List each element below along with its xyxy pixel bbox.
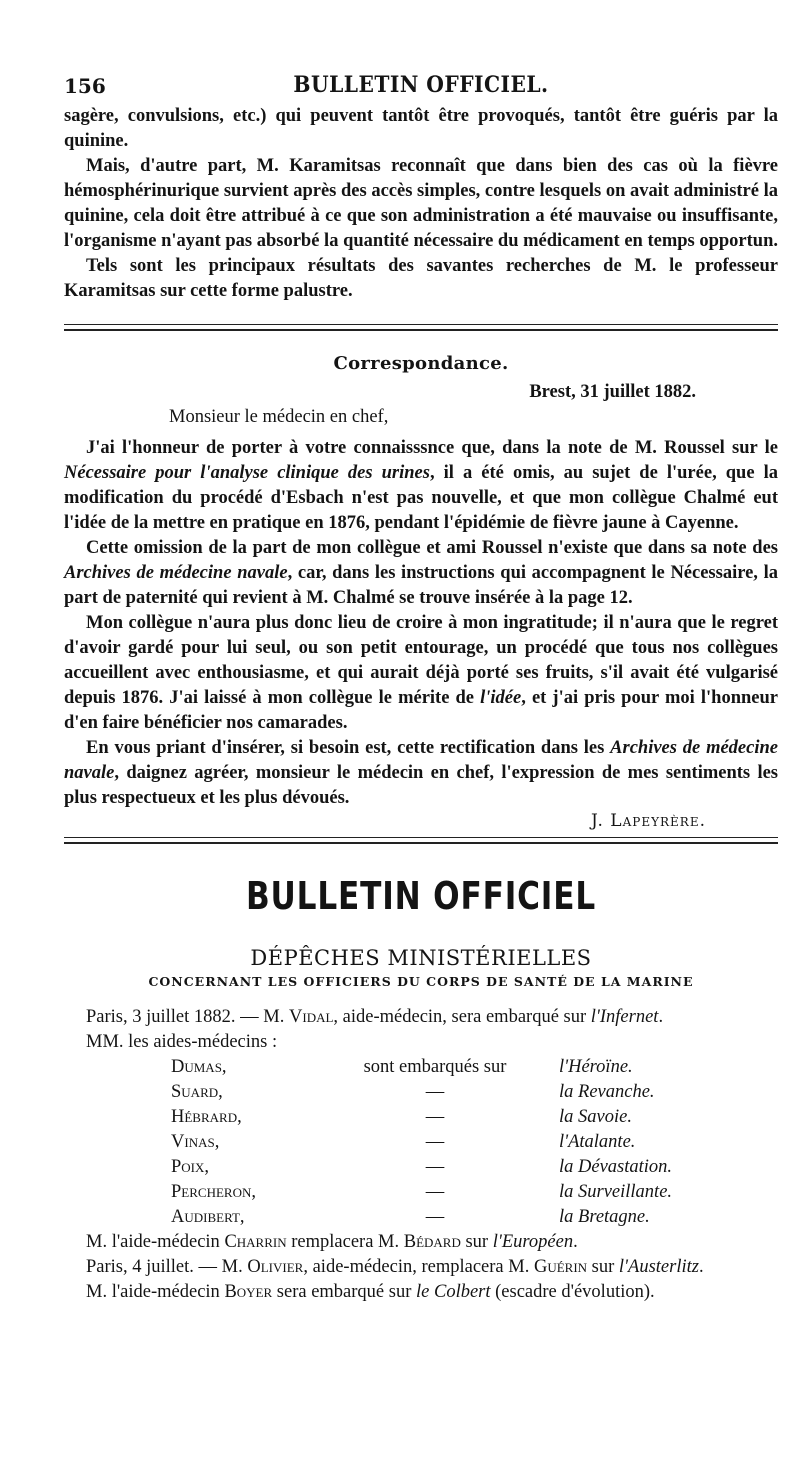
running-title: BULLETIN OFFICIEL. (293, 72, 549, 98)
assignments-table (171, 1055, 672, 1230)
correspondance-title: Correspondance. (333, 353, 509, 374)
section-divider (64, 324, 778, 331)
table-row: Audibert, — la Bretagne. (171, 1207, 650, 1227)
table-row: Hébrard, — la Savoie. (171, 1107, 632, 1127)
dispatch-line-2: MM. les aides-médecins : (86, 1032, 278, 1052)
bulletin-title: BULLETIN OFFICIEL (245, 874, 597, 918)
bulletin-subtitle-2: CONCERNANT LES OFFICIERS DU CORPS DE SANTÉ DE LA MARINE (148, 974, 694, 989)
page-header (64, 72, 778, 98)
letter-paragraph-2: Cette omission de la part de mon collègue et ami Roussel n'existe que dans sa note des Archives de médecine navale, car, dans les instructions qui accompagnent le Nécessaire, la part de paternité qui revient à M. Chalmé se trouve insérée à la page 12. (64, 538, 778, 608)
document-page (64, 72, 778, 1305)
letter-paragraph-3: Mon collègue n'aura plus donc lieu de croire à mon ingratitude; il n'aura que le regret d'avoir gardé pour lui seul, ou son petit entourage, un procédé que tous nos collègues accueillent avec enthousiasme, et qui aurait déjà porté ses fruits, s'il avait été vulgarisé depuis 1876. J'ai laissé à mon collègue le mérite de l'idée, et j'ai pris pour moi l'honneur d'en faire bénéficier nos camarades. (64, 613, 778, 733)
dispatch-line-3: M. l'aide-médecin Charrin remplacera M. Bédard sur l'Européen. (86, 1232, 578, 1252)
page-number: 156 (64, 74, 106, 98)
section-divider (64, 837, 778, 844)
table-row: Suard, — la Revanche. (171, 1082, 655, 1102)
dispatch-line-4: Paris, 4 juillet. — M. Olivier, aide-médecin, remplacera M. Guérin sur l'Austerlitz. (86, 1257, 704, 1277)
letter-date: Brest, 31 juillet 1882. (529, 382, 696, 402)
table-row: Dumas, sont embarqués sur l'Héroïne. (171, 1057, 633, 1077)
table-row: Percheron, — la Surveillante. (171, 1182, 673, 1202)
journal-title: Archives de médecine navale (64, 738, 778, 783)
letter-salutation: Monsieur le médecin en chef, (169, 407, 389, 427)
intro-paragraph-2: Mais, d'autre part, M. Karamitsas reconnaît que dans bien des cas où la fièvre hémosphérinurique survient après des accès simples, contre lesquels on avait administré la quinine, cela doit être attribué à ce que son administration a été mauvaise ou insuffisante, l'organisme n'ayant pas absorbé la quantité nécessaire du médicament en temps opportun. (64, 156, 778, 251)
bulletin-subtitle: DÉPÊCHES MINISTÉRIELLES (250, 946, 592, 970)
letter-paragraph-4: En vous priant d'insérer, si besoin est, cette rectification dans les Archives de médecine navale, daignez agréer, monsieur le médecin en chef, l'expression de mes sentiments les plus respectueux et les plus dévoués. (64, 738, 778, 808)
dispatch-line-5: M. l'aide-médecin Boyer sera embarqué sur le Colbert (escadre d'évolution). (86, 1282, 655, 1302)
intro-paragraph-1: sagère, convulsions, etc.) qui peuvent tantôt être provoqués, tantôt être guéris par la quinine. (64, 106, 778, 151)
table-row: Poix, — la Dévastation. (171, 1157, 673, 1177)
letter-signature: J. Lapeyrère. (590, 811, 706, 831)
dispatch-line-1: Paris, 3 juillet 1882. — M. Vidal, aide-médecin, sera embarqué sur l'Infernet. (86, 1007, 664, 1027)
letter-paragraph-1: J'ai l'honneur de porter à votre connaisssnce que, dans la note de M. Roussel sur le Nécessaire pour l'analyse clinique des urines, il a été omis, au sujet de l'urée, que la modification du procédé d'Esbach n'est pas nouvelle, et que mon collègue Chalmé eut l'idée de la mettre en pratique en 1876, pendant l'épidémie de fièvre jaune à Cayenne. (64, 438, 778, 533)
journal-title: Archives de médecine navale (64, 563, 288, 583)
intro-paragraph-3: Tels sont les principaux résultats des savantes recherches de M. le professeur Karamitsas sur cette forme palustre. (64, 256, 778, 301)
publication-title: Nécessaire pour l'analyse clinique des urines (64, 463, 430, 483)
table-row: Vinas, — l'Atalante. (171, 1132, 636, 1152)
